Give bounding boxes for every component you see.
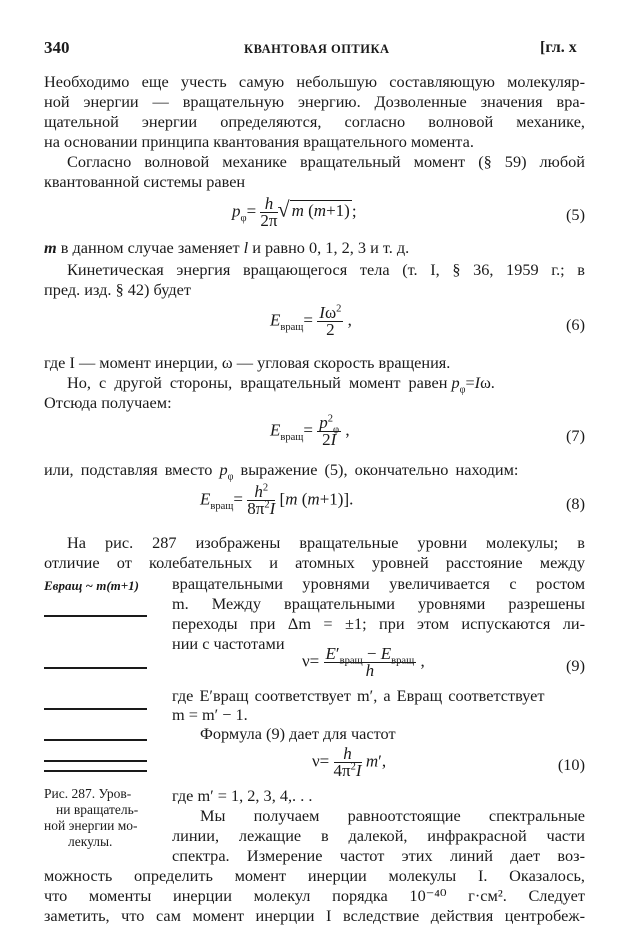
page-number: 340 <box>44 38 70 57</box>
paragraph-1-line-2: ной энергии — вращательную энергию. Дозволенные значения вра- <box>44 92 585 111</box>
figure-caption-line: Рис. 287. Уров- <box>44 786 132 801</box>
equation-5-number: (5) <box>566 205 585 224</box>
figure-caption-line: ни вращатель- <box>56 802 139 817</box>
running-title: КВАНТОВАЯ ОПТИКА <box>244 42 390 56</box>
equation-8: $E_{вращ}=$ $\frac{h^2}{8\pi^2I}$ [m (m+1)]. <box>200 482 354 518</box>
equation-7: $E_{вращ}=$ $\frac{p^2_\varphi}{2I}$ , <box>270 413 350 449</box>
energy-level-line <box>44 708 147 710</box>
equation-9: ν= $\frac{E'_{вращ} - E_{вращ}}{h}$ , <box>302 644 425 680</box>
energy-level-line <box>44 770 147 772</box>
paragraph-4-line-1: Кинетическая энергия вращающегося тела (т. I, § 36, 1959 г.; в <box>67 260 585 279</box>
figure-caption <box>44 786 156 850</box>
paragraph-10-line-1: где E′вращ соответствует m′, а Eвращ соответствует <box>172 686 545 705</box>
paragraph-13-line-3: спектра. Измерение частот этих линий дает воз- <box>172 846 585 865</box>
energy-level-line <box>44 615 147 617</box>
figure-caption-line: лекулы. <box>68 834 113 849</box>
paragraph-8-line-2: отличие от колебательных и атомных уровней расстояние между <box>44 553 585 572</box>
paragraph-9-line-3: переходы при Δm = ±1; при этом испускаются ли- <box>172 614 585 633</box>
paragraph-13-line-1: Мы получаем равноотстоящие спектральные <box>200 806 585 825</box>
energy-level-line <box>44 760 147 762</box>
paragraph-11: Формула (9) дает для частот <box>200 724 396 743</box>
figure-caption-line: ной энергии мо- <box>44 818 138 833</box>
energy-level-line <box>44 739 147 741</box>
paragraph-13-line-2: линии, лежащие в далекой, инфракрасной части <box>172 826 585 845</box>
equation-10: ν= $\frac{h}{4\pi^2I}$ m′, <box>312 744 387 780</box>
equation-10-number: (10) <box>557 755 585 774</box>
figure-energy-label: Eвращ ~ m(m+1) <box>44 578 140 593</box>
paragraph-2-line-1: Согласно волновой механике вращательный момент (§ 59) любой <box>67 152 585 171</box>
paragraph-14-line-3: заметить, что сам момент инерции I вследствие действия центробеж- <box>44 906 585 925</box>
paragraph-9-line-2: m. Между вращательными уровнями разрешены <box>172 594 585 613</box>
paragraph-1-line-1: Необходимо еще учесть самую небольшую составляющую молекуляр- <box>44 72 585 91</box>
equation-8-number: (8) <box>566 494 585 513</box>
paragraph-10-line-2: m = m′ − 1. <box>172 705 248 724</box>
paragraph-3: m в данном случае заменяет l и равно 0, 1, 2, 3 и т. д. <box>44 238 410 257</box>
paragraph-1-line-3: щательной энергии определяются, согласно волновой механике, <box>44 112 585 131</box>
paragraph-6-line-1: Но, с другой стороны, вращательный момент равен $p_\varphi=I\omega$. <box>67 373 495 396</box>
chapter-mark: [гл. x <box>540 39 577 56</box>
paragraph-4-line-2: пред. изд. § 42) будет <box>44 280 191 299</box>
equation-5: $p_\varphi=$ $\frac{h}{2\pi}$ √ m (m+1) ; <box>232 194 357 230</box>
equation-6: $E_{вращ}=$ $\frac{I\omega^2}{2}$ , <box>270 303 352 339</box>
equation-9-number: (9) <box>566 656 585 675</box>
paragraph-9-line-4: нии с частотами <box>172 634 285 653</box>
paragraph-14-line-1: можность определить момент инерции молекулы I. Оказалось, <box>44 866 585 885</box>
paragraph-2-line-2: квантованной системы равен <box>44 172 246 191</box>
equation-7-number: (7) <box>566 426 585 445</box>
paragraph-9-line-1: вращательными уровнями увеличивается с ростом <box>172 574 585 593</box>
paragraph-12: где m′ = 1, 2, 3, 4,. . . <box>172 786 313 805</box>
paragraph-1-line-4: на основании принципа квантования вращательного момента. <box>44 132 474 151</box>
paragraph-5: где I — момент инерции, ω — угловая скорость вращения. <box>44 353 451 372</box>
energy-level-line <box>44 667 147 669</box>
paragraph-8-line-1: На рис. 287 изображены вращательные уровни молекулы; в <box>67 533 585 552</box>
equation-6-number: (6) <box>566 315 585 334</box>
paragraph-14-line-2: что моменты инерции молекул порядка 10⁻⁴⁰ г·см². Следует <box>44 886 585 905</box>
paragraph-6-line-2: Отсюда получаем: <box>44 393 172 412</box>
paragraph-7: или, подставляя вместо $p_\varphi$ выражение (5), окончательно находим: <box>44 460 519 483</box>
